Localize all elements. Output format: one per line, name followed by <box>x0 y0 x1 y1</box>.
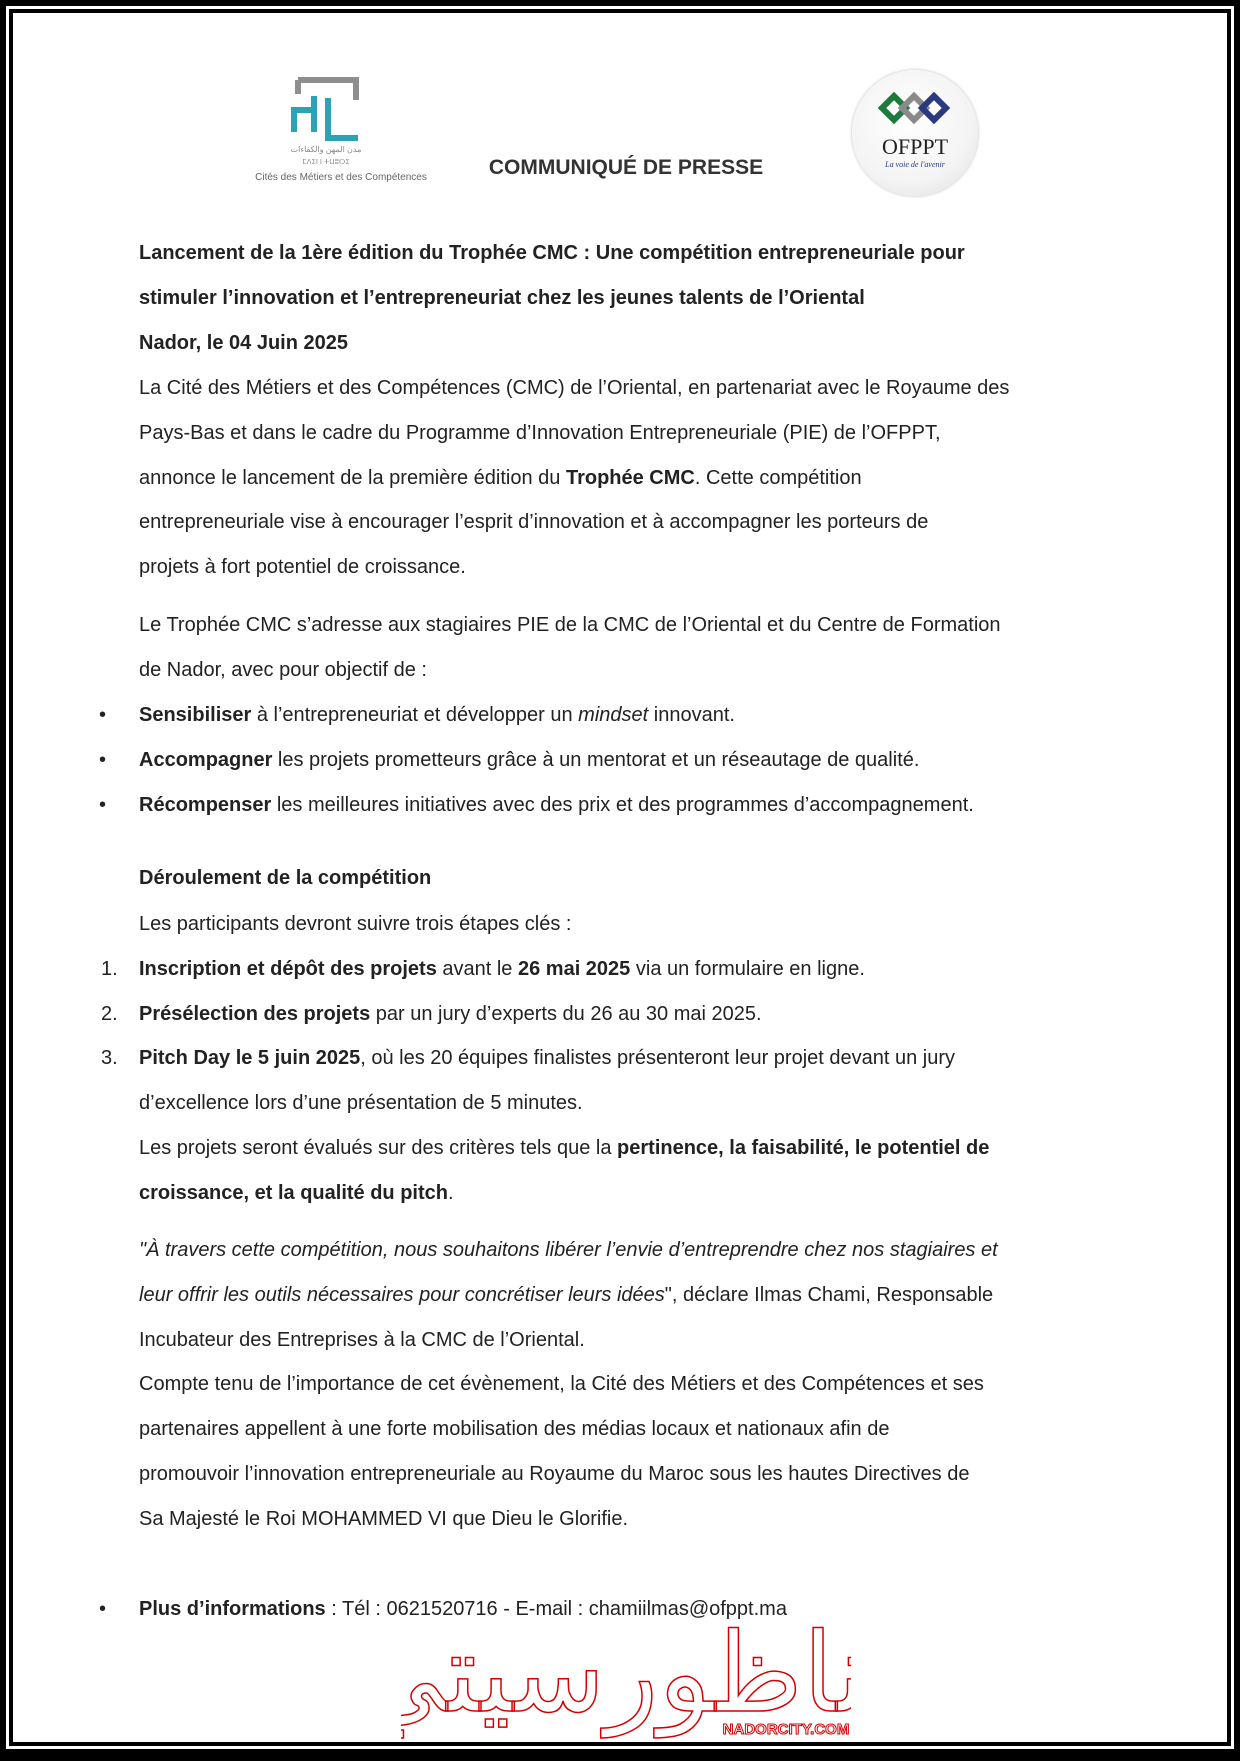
ofppt-logo-slogan: La voie de l'avenir <box>885 160 945 169</box>
text-segment: Pays-Bas et dans le cadre du Programme d’Innovation Entrepreneuriale (PIE) de l’OFPPT, <box>139 421 941 444</box>
steps-list <box>101 902 1139 1216</box>
text-segment: à l’entrepreneuriat et développer un <box>251 704 579 726</box>
quote-line <box>139 1497 1139 1542</box>
text-segment: Présélection des projets <box>139 1002 371 1025</box>
text-segment: "À travers cette compétition, nous souhaitons libérer l’envie d’entreprendre chez nos stagiaires et <box>139 1239 998 1261</box>
text-segment: les projets prometteurs grâce à un mentorat et un réseautage de qualité. <box>272 748 920 771</box>
steps-line <box>101 992 1139 1037</box>
quote-line <box>139 1407 1139 1452</box>
quote-line <box>139 1362 1139 1407</box>
quote-line <box>139 1273 1139 1318</box>
watermark-arabic: ناظورسيت <box>446 1609 851 1737</box>
text-segment: Compte tenu de l’importance de cet évènement, la Cité des Métiers et des Compétences et ses <box>139 1373 984 1396</box>
cmc-logo-arabic: مدن المهن والكفاءات <box>290 145 362 154</box>
headline-line <box>139 276 1139 321</box>
bullet-icon: • <box>99 793 107 816</box>
nadorcity-watermark <box>401 1606 851 1756</box>
text-segment: Inscription et dépôt des projets <box>139 957 437 980</box>
intro-line <box>139 545 1139 590</box>
quote-line <box>139 1228 1139 1273</box>
list-number: 3. <box>101 1047 118 1070</box>
text-segment: innovant. <box>648 704 735 726</box>
text-segment: stimuler l’innovation et l’entrepreneuriat chez les jeunes talents de l’Oriental <box>139 286 865 309</box>
quote-line <box>139 1318 1139 1363</box>
watermark-latin: NADORCITY.COM <box>722 1721 850 1738</box>
text-segment: mindset <box>578 704 649 726</box>
intro-line <box>139 366 1139 411</box>
steps-line <box>139 902 1139 947</box>
steps-line <box>101 947 1139 992</box>
page-title: COMMUNIQUÉ DE PRESSE <box>488 156 764 179</box>
text-segment: partenaires appellent à une forte mobilisation des médias locaux et nationaux afin de <box>139 1418 890 1441</box>
document-page <box>6 6 1234 1749</box>
intro-line <box>139 456 1139 501</box>
text-segment: par un jury d’experts du 26 au 30 mai 2025. <box>370 1002 762 1025</box>
text-segment: : Tél : 0621520716 - E-mail : chamiilmas@ofppt.ma <box>325 1598 787 1620</box>
text-segment: Déroulement de la compétition <box>139 867 432 889</box>
text-segment: avant le <box>436 957 518 980</box>
objectives-line <box>99 738 1139 783</box>
text-segment: . <box>447 1181 454 1204</box>
objectives-line <box>99 693 1139 738</box>
steps-line <box>101 1036 1139 1081</box>
text-segment: Sensibiliser <box>139 704 252 726</box>
audience-paragraph <box>139 603 1139 693</box>
headline-line <box>139 321 1139 366</box>
text-segment: entrepreneuriale vise à encourager l’esprit d’innovation et à accompagner les porteurs de <box>139 511 929 534</box>
bullet-icon: • <box>99 704 107 726</box>
objectives-line <box>99 783 1139 828</box>
text-segment: Trophée CMC <box>565 466 695 489</box>
text-segment: ", déclare Ilmas Chami, Responsable <box>664 1283 994 1306</box>
text-segment: leur offrir les outils nécessaires pour concrétiser leurs idées <box>139 1283 665 1306</box>
audience-line <box>139 648 1139 693</box>
text-segment: Les projets seront évalués sur des critères tels que la <box>139 1136 618 1159</box>
list-number: 2. <box>101 1002 118 1025</box>
headline <box>139 231 1139 365</box>
text-segment: de Nador, avec pour objectif de : <box>139 658 427 681</box>
text-segment: Accompagner <box>139 748 273 771</box>
cmc-logo-tifinagh: ⵎⴷⵉⵏ ⵏ ⵜⵡⵓⵔⵉ <box>302 159 350 166</box>
objectives-list <box>99 693 1139 827</box>
text-segment: d’excellence lors d’une présentation de 5 minutes. <box>139 1092 583 1115</box>
steps-line <box>139 1171 1139 1216</box>
text-segment: projets à fort potentiel de croissance. <box>139 556 466 579</box>
intro-line <box>139 500 1139 545</box>
text-segment: La Cité des Métiers et des Compétences (CMC) de l’Oriental, en partenariat avec le Royaume des <box>139 377 1010 399</box>
intro-line <box>139 411 1139 456</box>
text-segment: , où les 20 équipes finalistes présenteront leur projet devant un jury <box>360 1047 956 1070</box>
headline-line <box>139 231 1139 276</box>
text-segment: Incubateur des Entreprises à la CMC de l’Oriental. <box>139 1328 585 1351</box>
text-segment: 26 mai 2025 <box>517 957 631 980</box>
text-segment: Récompenser <box>139 793 272 816</box>
text-segment: Nador, le 04 Juin 2025 <box>139 331 348 354</box>
bullet-icon: • <box>99 1598 107 1620</box>
competition-line <box>139 856 1139 901</box>
text-segment: promouvoir l’innovation entrepreneuriale au Royaume du Maroc sous les hautes Directives de <box>139 1462 970 1485</box>
competition-heading <box>139 856 1139 901</box>
text-segment: croissance, et la qualité du pitch <box>139 1181 448 1204</box>
text-segment: Pitch Day le 5 juin 2025 <box>139 1047 361 1070</box>
text-segment: . Cette compétition <box>694 466 862 489</box>
text-segment: pertinence, la faisabilité, le potentiel de <box>617 1136 990 1159</box>
ofppt-logo-name: OFPPT <box>881 134 949 159</box>
text-segment: Les participants devront suivre trois étapes clés : <box>139 913 572 935</box>
text-segment: Lancement de la 1ère édition du Trophée CMC : Une compétition entrepreneuriale pour <box>139 242 965 264</box>
steps-line <box>139 1081 1139 1126</box>
quote-line <box>139 1452 1139 1497</box>
cmc-logo-french: Cités des Métiers et des Compétences <box>255 172 427 183</box>
text-segment: annonce le lancement de la première édition du <box>139 466 566 489</box>
list-number: 1. <box>101 957 118 980</box>
bullet-icon: • <box>99 748 107 771</box>
text-segment: Sa Majesté le Roi MOHAMMED VI que Dieu le Glorifie. <box>139 1507 629 1530</box>
text-segment: via un formulaire en ligne. <box>630 957 865 980</box>
steps-line <box>139 1126 1139 1171</box>
text-segment: Plus d’informations <box>139 1598 326 1620</box>
audience-line <box>139 603 1139 648</box>
intro-paragraph <box>139 366 1139 590</box>
text-segment: Le Trophée CMC s’adresse aux stagiaires PIE de la CMC de l’Oriental et du Centre de Formation <box>139 614 1001 636</box>
quote-paragraph <box>139 1228 1139 1542</box>
text-segment: les meilleures initiatives avec des prix et des programmes d’accompagnement. <box>271 793 974 816</box>
